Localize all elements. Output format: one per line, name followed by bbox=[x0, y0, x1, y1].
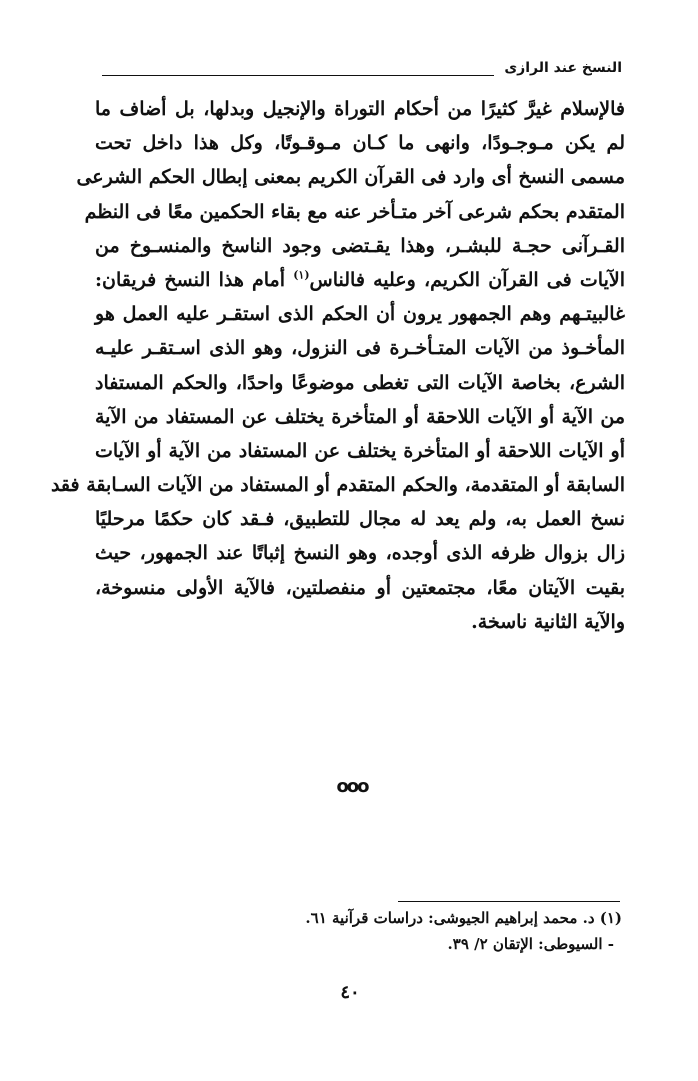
body-text bbox=[50, 92, 625, 639]
footnote-1: (١) د. محمد إبراهيم الجيوشى: دراسات قرآنية ٦١. bbox=[305, 909, 622, 927]
text-line: المتقدم بحكم شرعى آخر متـأخر عنه مع بقاء الحكمين معًا فى النظم bbox=[84, 200, 625, 223]
text-line: فالإسلام غيرَّ كثيرًا من أحكام التوراة والإنجيل وبدلها، بل أضاف ما bbox=[95, 98, 625, 120]
text-line: غالبيتـهم وهم الجمهور يرون أن الحكم الذى استقـر عليه العمل هو bbox=[95, 303, 625, 326]
text-line: نسخ العمل به، ولم يعد له مجال للتطبيق، فـقد كان حكمًا مرحليًا bbox=[95, 508, 625, 531]
footnote-rule bbox=[398, 901, 620, 902]
text-line: لم يكن مـوجـودًا، وانهى ما كـان مـوقـوتًا، وكل هذا داخل تحت bbox=[95, 132, 625, 155]
footnote-marker: (١) bbox=[293, 268, 310, 282]
section-separator: ooo bbox=[336, 776, 368, 797]
text-line: القـرآنى حجـة للبشـر، وهذا يقـتضى وجود الناسخ والمنسـوخ من bbox=[95, 234, 625, 257]
text-line: بقيت الآيتان معًا، مجتمعتين أو منفصلتين، فالآية الأولى منسوخة، bbox=[95, 576, 625, 599]
footnote-2: - السيوطى: الإتقان ٢/ ٣٩. bbox=[447, 935, 614, 954]
text-segment: الآيات فى القرآن الكريم، وعليه فالناس bbox=[309, 268, 625, 291]
text-line: أو الآيات اللاحقة أو المتأخرة يختلف عن المستفاد من الآية أو الآيات bbox=[95, 439, 625, 462]
running-header bbox=[102, 60, 622, 84]
text-line: والآية الثانية ناسخة. bbox=[471, 610, 625, 633]
header-rule bbox=[102, 75, 494, 76]
text-line: مسمى النسخ أى وارد فى القرآن الكريم بمعنى إبطال الحكم الشرعى bbox=[76, 166, 625, 189]
footnotes bbox=[250, 905, 622, 958]
page-number: ٤٠ bbox=[340, 982, 360, 1003]
text-line: من الآية أو الآيات اللاحقة أو المتأخرة يختلف عن المستفاد من الآية bbox=[95, 405, 625, 428]
text-line-with-footnote bbox=[95, 263, 625, 297]
text-line: الشرع، بخاصة الآيات التى تغطى موضوعًا واحدًا، والحكم المستفاد bbox=[95, 371, 625, 394]
running-title: النسخ عند الرازى bbox=[504, 60, 622, 76]
text-line: زال بزوال ظرفه الذى أوجده، وهو النسخ إثباتًا عند الجمهور، حيث bbox=[95, 542, 625, 565]
text-line: السابقة أو المتقدمة، والحكم المتقدم أو المستفاد من الآيات السـابقة فقد bbox=[50, 474, 625, 497]
text-line: المأخـوذ من الآيات المتـأخـرة فى النزول، وهو الذى اسـتقـر عليـه bbox=[95, 337, 625, 360]
text-segment: أمام هذا النسخ فريقان: bbox=[95, 268, 286, 291]
